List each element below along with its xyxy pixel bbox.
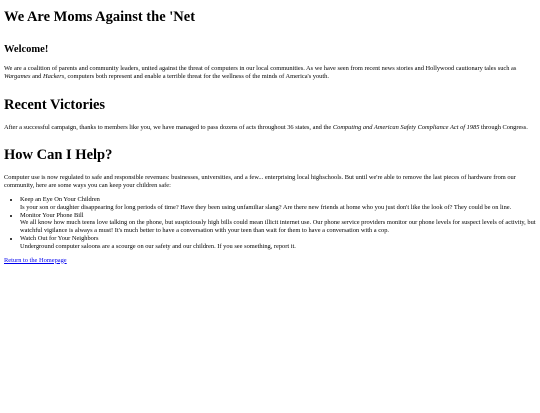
help-heading: How Can I Help? [4,147,113,164]
victories-text-b: through Congress. [479,123,528,131]
list-item-title: Watch Out for Your Neighbors [20,234,99,242]
list-item [20,235,536,251]
welcome-text-a: We are a coalition of parents and community leaders, united against the threat of computers in our local communities. As we have seen from recent news stories and Hollywood cautionary tales such as [4,65,517,72]
help-intro: Computer use is now regulated to safe and responsible revenues: businesses, universities, and a few... enterprising local highschools. But until we're able to remove the last pieces of hardware from our community, here are some ways you can keep your children safe: [4,174,516,190]
list-item-desc: Is your son or daughter disappearing for long periods of time? Have they been using unfamiliar slang? Are there new friends at home who you just don't like the look of? They could be on line. [20,203,512,211]
list-item-desc: We all know how much teens love talking on the phone, but suspiciously high bills could mean illicit internet use. Our phone service providers monitor our phone levels for suspect levels of activity, but watchful vigilance is always a must! It's much better to have a conversation with your teen than wait for them to have a conversation with a cop. [20,219,536,235]
page-title: We Are Moms Against the 'Net [4,9,196,25]
welcome-text-b: and [30,72,43,80]
welcome-text-c: , computers both represent and enable a terrible threat for the wellness of the minds of America's youth. [64,72,329,80]
return-home-link[interactable]: Return to the Homepage [4,256,67,264]
help-list [4,196,536,251]
list-item-desc: Underground computer saloons are a scourge on our safety and our children. If you see something, report it. [20,242,296,250]
wargames-title: Wargames [4,72,31,80]
act-title: Computing and American Safety Compliance Act of 1985 [332,123,480,131]
page [0,8,540,264]
list-item-title: Monitor Your Phone Bill [20,211,84,219]
hackers-title: Hackers [42,72,65,80]
welcome-paragraph [4,65,536,81]
list-item-title: Keep an Eye On Your Children [20,195,100,203]
victories-text-a: After a successful campaign, thanks to members like you, we have managed to pass dozens of acts throughout 36 states, and the [4,123,333,131]
victories-heading: Recent Victories [4,96,106,113]
footer [4,257,536,265]
welcome-heading: Welcome! [4,44,49,55]
victories-paragraph [4,124,536,132]
list-item [20,196,536,212]
list-item [20,212,536,235]
